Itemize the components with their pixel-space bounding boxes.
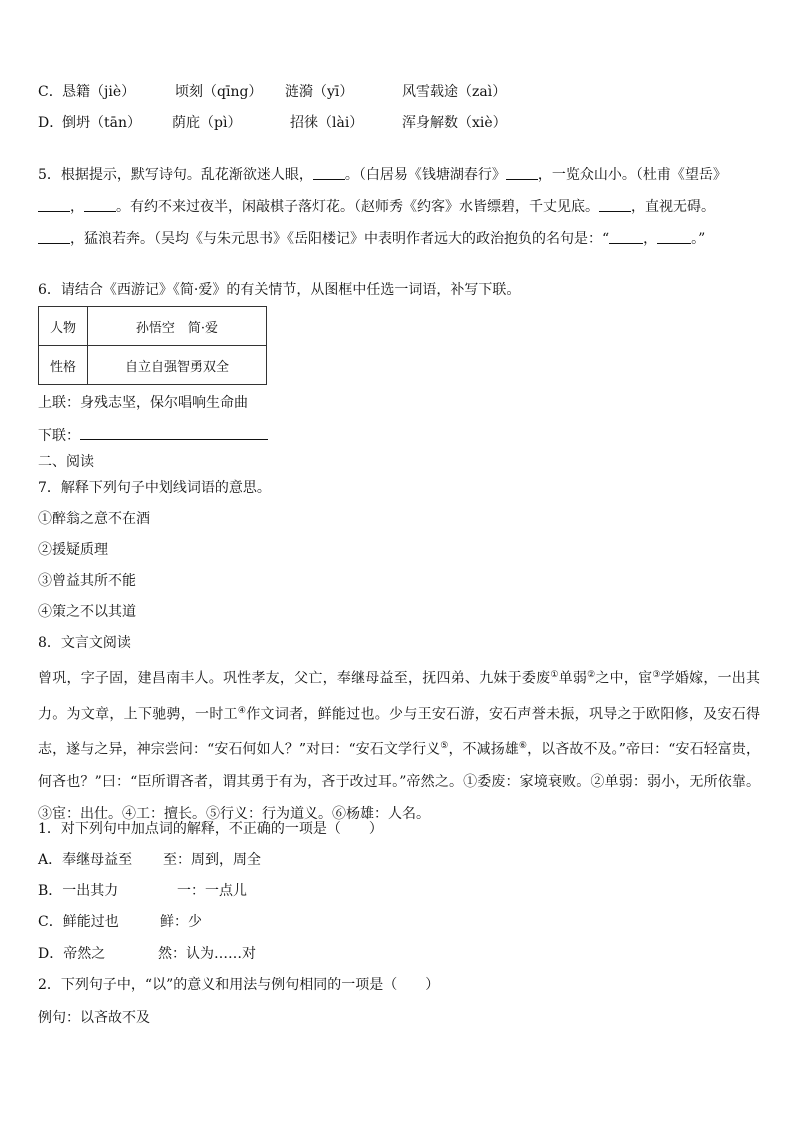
option-c-item-4: 风雪载途（zaì）	[402, 84, 507, 100]
table-value: 自立自强智勇双全	[88, 346, 267, 385]
lower-couplet-label: 下联：	[38, 428, 80, 444]
q7-item: ②援疑质理	[38, 542, 108, 558]
passage-text: 学婚嫁，一出其力。为文章，上下驰骋，一时工	[38, 670, 761, 723]
passage-text: 作文词者，鲜能过也。少与王安石游，安石声誉未振，巩导之于欧阳修，及安石得志，遂与之异，神宗尝问：“安石何如人？”对曰：“安石文学行义	[38, 706, 761, 758]
passage-text: 单弱	[558, 670, 588, 687]
sub1-option-a: A．奉继母益至	[38, 852, 133, 868]
passage-text: 之中，宦	[595, 670, 653, 687]
info-table	[38, 306, 267, 385]
footnote-mark: ⑤	[440, 741, 449, 752]
sub1-option-d: D．帝然之	[38, 946, 106, 962]
passage-text: ，不减扬雄	[448, 741, 519, 758]
q5-line-2	[38, 197, 715, 217]
option-d-item-4: 浑身解数（xiè）	[402, 115, 507, 131]
answer-blank[interactable]	[38, 197, 70, 212]
classical-passage	[38, 659, 760, 830]
q8-title: 8．文言文阅读	[38, 635, 131, 651]
footnote-mark: ⑥	[518, 741, 528, 752]
q5-line-1	[38, 165, 727, 185]
answer-blank[interactable]	[657, 229, 691, 244]
q5-line-3	[38, 229, 705, 249]
sub1-option-b: B．一出其力	[38, 883, 119, 899]
q7-item: ①醉翁之意不在酒	[38, 511, 150, 527]
table-key: 人物	[39, 307, 88, 346]
footnote-mark: ①	[550, 670, 559, 680]
passage-text: 曾巩，字子固，建昌南丰人。巩性孝友，父亡，奉继母益至，抚四弟、九妹于委废	[38, 670, 551, 687]
q7-item: ③曾益其所不能	[38, 573, 136, 589]
sub1-option-d-gloss: 然：认为……对	[158, 946, 256, 962]
q6-title: 6．请结合《西游记》《简·爱》的有关情节，从图框中任选一词语，补写下联。	[38, 282, 521, 298]
option-d-item-1: 倒坍（tān）	[62, 115, 141, 131]
footnote-mark: ④	[237, 705, 247, 716]
lower-couplet-blank[interactable]	[80, 439, 268, 440]
q5-text: ，	[643, 231, 658, 247]
option-c-letter: C．	[38, 84, 63, 100]
q7-item: ④策之不以其道	[38, 604, 136, 620]
option-c-item-2: 顷刻（qīng）	[175, 84, 263, 100]
answer-blank[interactable]	[609, 229, 643, 244]
table-row	[39, 346, 267, 385]
table-row	[39, 307, 267, 346]
option-d-item-2: 荫庇（pì）	[172, 115, 242, 131]
q5-text: 。（白居易《钱塘湖春行》	[344, 167, 506, 183]
q5-text: ，猛浪若奔。（吴均《与朱元思书》《岳阳楼记》中表明作者远大的政治抱负的名句是：“	[70, 231, 610, 247]
sub1-option-a-gloss: 至：周到，周全	[163, 852, 261, 868]
upper-couplet: 上联：身残志坚，保尔唱响生命曲	[38, 395, 248, 411]
q5-text: 。有约不来过夜半，闲敲棋子落灯花。（赵师秀《约客》水皆缥碧，千丈见底。	[116, 199, 599, 215]
q5-text: ，直视无碍。	[631, 199, 715, 215]
answer-blank[interactable]	[38, 229, 70, 244]
footnote-mark: ③	[652, 670, 661, 680]
sub2-title: 2．下列句子中，“以”的意义和用法与例句相同的一项是（ ）	[38, 977, 440, 993]
section-heading: 二、阅读	[38, 454, 94, 470]
answer-blank[interactable]	[84, 197, 116, 212]
q5-text: ，	[70, 199, 84, 215]
answer-blank[interactable]	[506, 165, 538, 180]
q5-text: 。”	[691, 231, 706, 247]
q5-text: 5．根据提示，默写诗句。乱花渐欲迷人眼，	[38, 167, 313, 183]
passage-text: ，以吝故不及。”帝曰：“安石轻富贵，何吝也？”曰：“臣所谓吝者，谓其勇于有为，吝于改过耳。”帝然之。①委废：家境衰败。②单弱：弱小，无所依靠。③宦：出仕。④工：擅长。⑤行义：行为道义。⑥杨雄：人名。	[38, 741, 760, 822]
option-c-item-3: 涟漪（yī）	[285, 84, 354, 100]
sub1-option-c-gloss: 鲜：少	[160, 914, 202, 930]
answer-blank[interactable]	[313, 165, 345, 180]
table-value: 孙悟空 简·爱	[88, 307, 267, 346]
sub2-example: 例句：以吝故不及	[38, 1010, 150, 1026]
sub1-title: 1．对下列句中加点词的解释，不正确的一项是（ ）	[38, 821, 383, 837]
answer-blank[interactable]	[599, 197, 631, 212]
q5-text: ，一览众山小。（杜甫《望岳》	[537, 167, 727, 183]
option-d-letter: D．	[38, 115, 64, 131]
option-d-item-3: 招徕（lài）	[290, 115, 364, 131]
sub1-option-c: C．鲜能过也	[38, 914, 119, 930]
q7-title: 7．解释下列句子中划线词语的意思。	[38, 480, 271, 496]
option-c-item-1: 恳籍（jiè）	[62, 84, 136, 100]
footnote-mark: ②	[587, 670, 596, 680]
table-key: 性格	[39, 346, 88, 385]
sub1-option-b-gloss: 一：一点儿	[177, 883, 247, 899]
